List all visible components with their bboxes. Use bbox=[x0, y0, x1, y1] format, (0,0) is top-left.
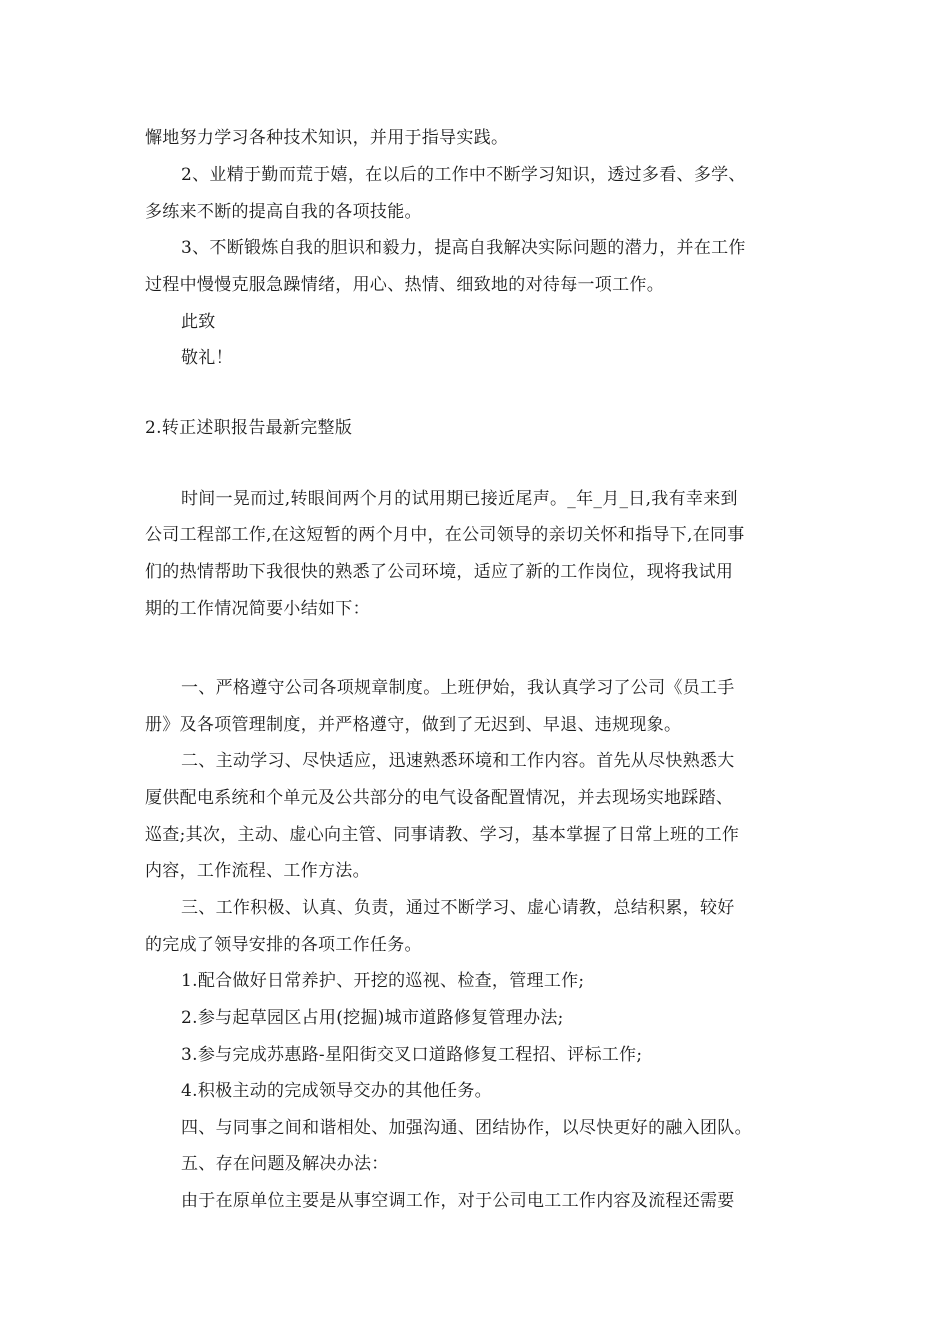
item-3-line-1: 3、不断锻炼自我的胆识和毅力，提高自我解决实际问题的潜力，并在工作 bbox=[181, 238, 746, 258]
intro-line-3: 们的热情帮助下我很快的熟悉了公司环境，适应了新的工作岗位，现将我试用 bbox=[145, 562, 734, 582]
item-3-line-2: 过程中慢慢克服急躁情绪，用心、热情、细致地的对待每一项工作。 bbox=[145, 275, 664, 295]
paragraph-1-line-1: 一、严格遵守公司各项规章制度。上班伊始，我认真学习了公司《员工手 bbox=[181, 678, 735, 698]
intro-line-2: 公司工程部工作,在这短暂的两个月中，在公司领导的亲切关怀和指导下,在同事 bbox=[145, 525, 745, 545]
intro-line-1: 时间一晃而过,转眼间两个月的试用期已接近尾声。_年_月_日,我有幸来到 bbox=[181, 489, 738, 509]
paragraph-2-line-2: 厦供配电系统和个单元及公共部分的电气设备配置情况，并去现场实地踩踏、 bbox=[145, 788, 734, 808]
paragraph-6-line-1: 由于在原单位主要是从事空调工作，对于公司电工工作内容及流程还需要 bbox=[181, 1191, 735, 1211]
paragraph-5: 五、存在问题及解决办法： bbox=[181, 1154, 389, 1174]
list-item-2: 2.参与起草园区占用(挖掘)城市道路修复管理办法; bbox=[181, 1008, 564, 1028]
paragraph-3-line-1: 三、工作积极、认真、负责，通过不断学习、虚心请教，总结积累，较好 bbox=[181, 898, 735, 918]
continuation-line: 懈地努力学习各种技术知识，并用于指导实践。 bbox=[145, 128, 509, 148]
paragraph-4: 四、与同事之间和谐相处、加强沟通、团结协作，以尽快更好的融入团队。 bbox=[181, 1118, 752, 1138]
list-item-3: 3.参与完成苏惠路-星阳街交叉口道路修复工程招、评标工作; bbox=[181, 1045, 643, 1065]
intro-line-4: 期的工作情况简要小结如下： bbox=[145, 599, 370, 619]
paragraph-2-line-3: 巡查;其次，主动、虚心向主管、同事请教、学习，基本掌握了日常上班的工作 bbox=[145, 825, 740, 845]
closing-salutation: 此致 bbox=[181, 312, 216, 332]
paragraph-2-line-4: 内容，工作流程、工作方法。 bbox=[145, 861, 370, 881]
item-2-line-2: 多练来不断的提高自我的各项技能。 bbox=[145, 202, 422, 222]
closing-regards: 敬礼！ bbox=[181, 348, 233, 368]
paragraph-1-line-2: 册》及各项管理制度，并严格遵守，做到了无迟到、早退、违规现象。 bbox=[145, 715, 682, 735]
paragraph-2-line-1: 二、主动学习、尽快适应，迅速熟悉环境和工作内容。首先从尽快熟悉大 bbox=[181, 751, 735, 771]
item-2-line-1: 2、业精于勤而荒于嬉，在以后的工作中不断学习知识，透过多看、多学、 bbox=[181, 165, 746, 185]
list-item-1: 1.配合做好日常养护、开挖的巡视、检查，管理工作; bbox=[181, 971, 585, 991]
section-title: 2.转正述职报告最新完整版 bbox=[145, 418, 353, 438]
list-item-4: 4.积极主动的完成领导交办的其他任务。 bbox=[181, 1081, 492, 1101]
paragraph-3-line-2: 的完成了领导安排的各项工作任务。 bbox=[145, 935, 422, 955]
